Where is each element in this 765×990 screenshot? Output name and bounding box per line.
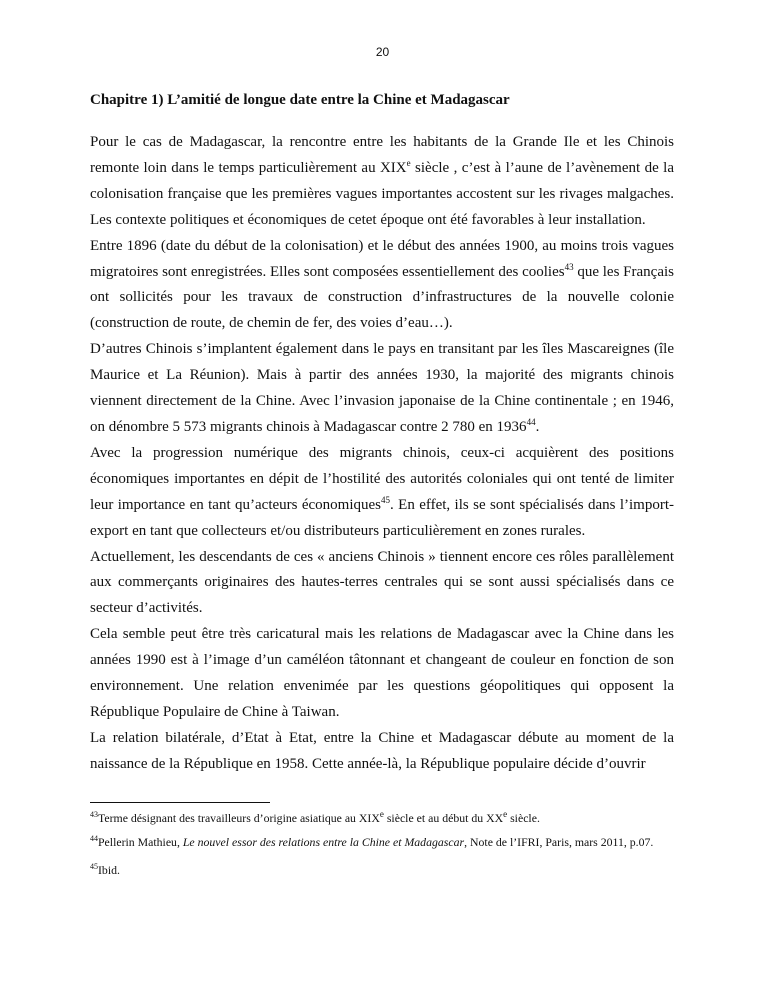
page-number: 20: [375, 45, 390, 59]
cited-title: Le nouvel essor des relations entre la Chine et Madagascar: [182, 835, 465, 849]
paragraph-7: La relation bilatérale, d’Etat à Etat, entre la Chine et Madagascar débute au moment de la naissance de la République en 1958. Cette année-là, la République populaire décide d’ouvrir: [90, 729, 674, 772]
paragraph-6: Cela semble peut être très caricatural mais les relations de Madagascar avec la Chine dans les années 1990 est à l’image d’un caméléon tâtonnant et changeant de couleur en fonction de son environnement. Une relation envenimée par les questions géopolitiques qui opposent la République Populaire de Chine à Taiwan.: [90, 626, 674, 720]
footnote-45: $^{45}$Ibid.: [90, 862, 120, 877]
footnote-ref-43[interactable]: 43: [564, 261, 574, 272]
body-text: [90, 130, 674, 778]
footnote-ref-45[interactable]: 45: [381, 494, 391, 505]
footnotes: [90, 810, 674, 886]
paragraph-1: Pour le cas de Madagascar, la rencontre entre les habitants de la Grande Ile et les Chinois remonte loin dans le temps particulièrement au XIXe siècle , c’est à l’aune de l’avènement de la colonisation française que les premières vagues importantes accostent sur les rivages malgaches. Les contexte politiques et économiques de cetet époque ont été favorables à leur installation.: [90, 134, 674, 228]
paragraph-5: Actuellement, les descendants de ces « anciens Chinois » tiennent encore ces rôles parallèlement aux commerçants originaires des hautes-terres centrales qui se sont aussi spécialisés dans ce secteur d’activités.: [90, 548, 674, 617]
footnote-ref-44[interactable]: 44: [526, 416, 536, 427]
paragraph-4: Avec la progression numérique des migrants chinois, ceux-ci acquièrent des positions économiques importantes en dépit de l’hostilité des autorités coloniales qui ont tenté de limiter leur importance en tant qu’acteurs économiques$^{45}$. En effet, ils se sont spécialisés dans l’import-export en tant que collecteurs et/ou distributeurs particulièrement en zones rurales.: [90, 444, 674, 539]
footnote-43: $^{43}$Terme désignant des travailleurs d’origine asiatique au XIXe siècle et au début du XXe siècle.: [90, 809, 540, 825]
footnote-44: $^{44}$Pellerin Mathieu, Le nouvel essor des relations entre la Chine et Madagascar, Note de l’IFRI, Paris, mars 2011, p.07.: [90, 834, 654, 849]
paragraph-2: Entre 1896 (date du début de la colonisation) et le début des années 1900, au moins trois vagues migratoires sont enregistrées. Elles sont composées essentiellement des coolies$^{43}$ que les Français ont sollicités pour les travaux de construction d’infrastructures de la nouvelle colonie (construction de route, de chemin de fer, des voies d’eau…).: [90, 237, 675, 332]
paragraph-3: D’autres Chinois s’implantent également dans le pays en transitant par les îles Mascareignes (île Maurice et La Réunion). Mais à partir des années 1930, la majorité des migrants chinois viennent directement de la Chine. Avec l’invasion japonaise de la Chine continentale ; en 1946, on dénombre 5 573 migrants chinois à Madagascar contre 2 780 en 1936$^{44}$.: [90, 341, 674, 435]
chapter-title: Chapitre 1) L’amitié de longue date entre la Chine et Madagascar: [90, 92, 510, 108]
footnote-separator: [90, 802, 270, 803]
superscript-e: e: [406, 157, 411, 168]
